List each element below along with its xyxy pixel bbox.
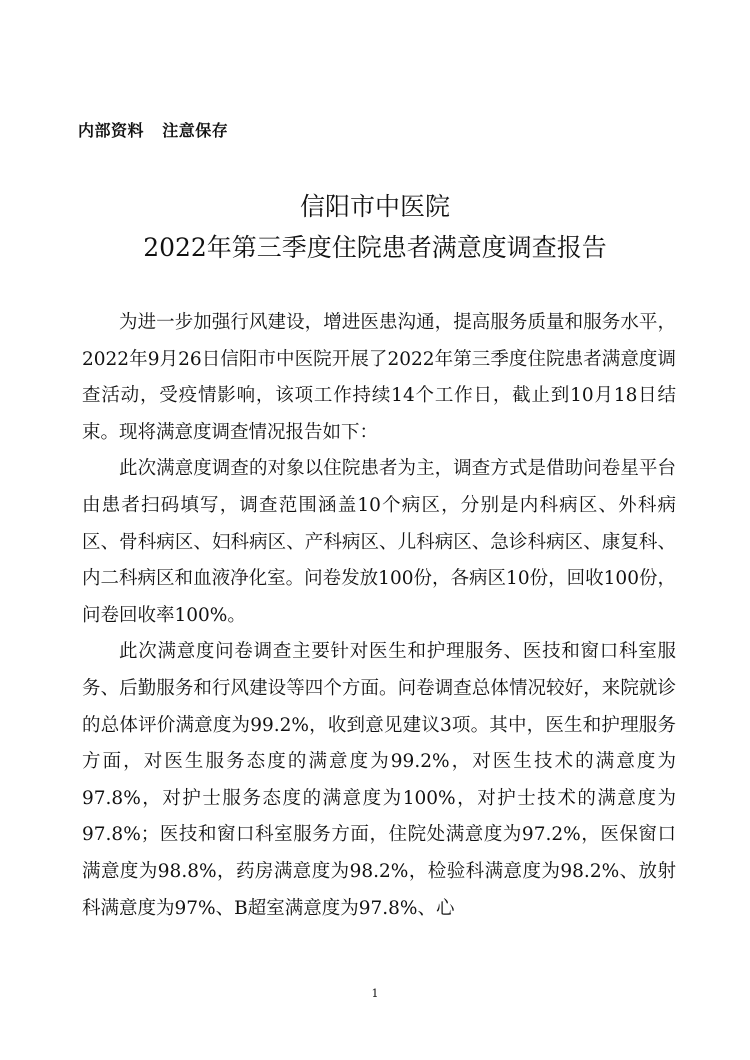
page-number: 1 bbox=[371, 987, 379, 1000]
paragraph-survey-results: 此次满意度问卷调查主要针对医生和护理服务、医技和窗口科室服务、后勤服务和行风建设等四个方面。问卷调查总体情况较好，来院就诊的总体评价满意度为99.2%，收到意见建议3项。其中，医生和护理服务方面，对医生服务态度的满意度为99.2%，对医生技术的满意度为97.8%，对护士服务态度的满意度为100%，对护士技术的满意度为97.8%；医技和窗口科室服务方面，住院处满意度为97.2%，医保窗口满意度为98.8%，药房满意度为98.2%，检验科满意度为98.2%、放射科满意度为97%、B超室满意度为97.8%、心 bbox=[82, 641, 676, 919]
paragraph-intro: 为进一步加强行风建设，增进医患沟通，提高服务质量和服务水平，2022年9月26日信阳市中医院开展了2022年第三季度住院患者满意度调查活动，受疫情影响，该项工作持续14个工作日，截止到10月18日结束。现将满意度调查情况报告如下： bbox=[82, 312, 676, 443]
report-title-hospital: 信阳市中医院 bbox=[299, 192, 450, 221]
report-title-subject: 2022年第三季度住院患者满意度调查报告 bbox=[143, 233, 607, 262]
paragraph-survey-scope: 此次满意度调查的对象以住院患者为主，调查方式是借助问卷星平台由患者扫码填写，调查范围涵盖10个病区，分别是内科病区、外科病区、骨科病区、妇科病区、产科病区、儿科病区、急诊科病区、康复科、内二科病区和血液净化室。问卷发放100份，各病区10份，回收100份，问卷回收率100%。 bbox=[82, 458, 676, 626]
report-body bbox=[82, 305, 676, 927]
confidential-note: 内部资料 注意保存 bbox=[78, 121, 229, 140]
